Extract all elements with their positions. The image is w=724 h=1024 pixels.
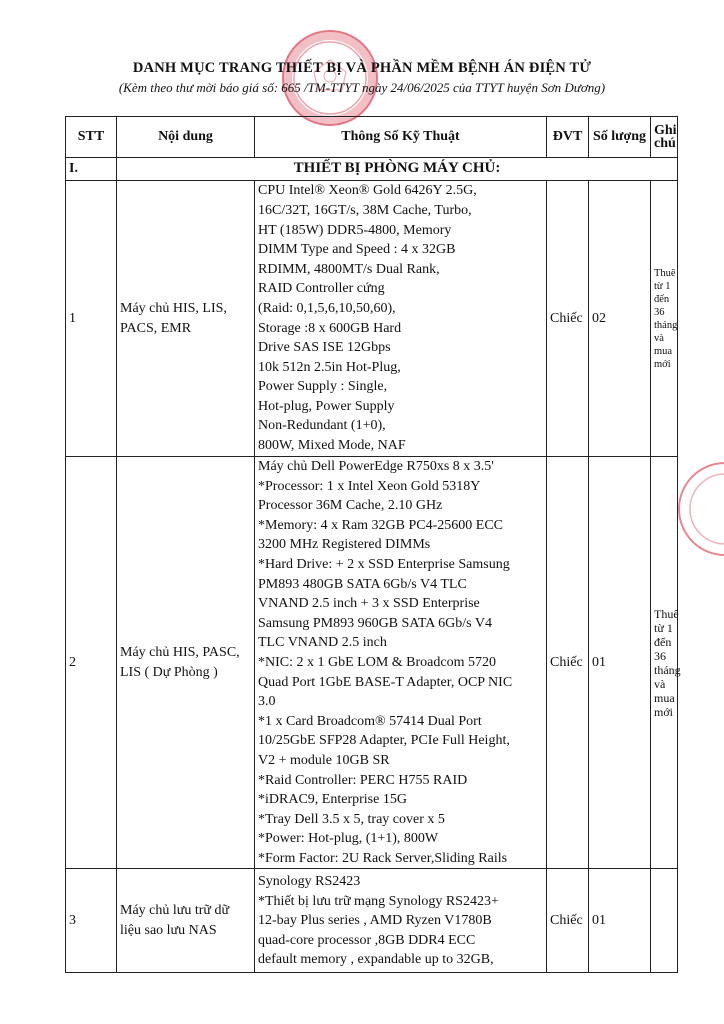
spec-line: CPU Intel® Xeon® Gold 6426Y 2.5G, xyxy=(258,183,477,199)
document-title: DANH MỤC TRANG THIẾT BỊ VÀ PHẦN MỀM BỆNH ÁN ĐIỆN TỬ xyxy=(132,60,592,76)
col-header-note: Ghi chú xyxy=(651,117,678,158)
spec-line: Hot-plug, Power Supply xyxy=(258,398,395,414)
col-header-qty: Số lượng xyxy=(589,117,651,158)
table-row xyxy=(66,869,678,973)
row-note xyxy=(651,869,678,973)
spec-line: *Tray Dell 3.5 x 5, tray cover x 5 xyxy=(258,811,445,827)
section-row xyxy=(66,158,678,181)
spec-line: Processor 36M Cache, 2.10 GHz xyxy=(258,498,443,514)
red-seal-stamp-partial xyxy=(678,462,724,556)
section-title: THIẾT BỊ PHÒNG MÁY CHỦ: xyxy=(117,158,678,181)
spec-line: *Memory: 4 x Ram 32GB PC4-25600 ECC xyxy=(258,517,504,533)
spec-line: RAID Controller cứng xyxy=(258,281,385,297)
spec-line: Power Supply : Single, xyxy=(258,379,388,395)
row-stt: 1 xyxy=(66,181,117,457)
section-number: I. xyxy=(66,158,117,181)
row-unit: Chiếc xyxy=(547,457,589,869)
row-note: Thuê từ 1 đến 36 tháng và mua mới xyxy=(651,457,678,869)
spec-line: Storage :8 x 600GB Hard xyxy=(258,320,402,336)
spec-line: PM893 480GB SATA 6Gb/s V4 TLC xyxy=(258,576,467,592)
spec-line: Non-Redundant (1+0), xyxy=(258,418,386,434)
table-header-row xyxy=(66,117,678,158)
table-row xyxy=(66,181,678,457)
spec-line: *iDRAC9, Enterprise 15G xyxy=(258,792,407,808)
spec-line: *Form Factor: 2U Rack Server,Sliding Rails xyxy=(258,850,508,866)
spec-line: *1 x Card Broadcom® 57414 Dual Port xyxy=(258,713,482,729)
spec-line: Samsung PM893 960GB SATA 6Gb/s V4 xyxy=(258,615,492,631)
spec-line: 10/25GbE SFP28 Adapter, PCIe Full Height, xyxy=(258,733,510,749)
row-spec xyxy=(255,181,547,457)
spec-line: Quad Port 1GbE BASE-T Adapter, OCP NIC xyxy=(258,674,513,690)
spec-line: TLC VNAND 2.5 inch xyxy=(258,635,387,651)
row-unit: Chiếc xyxy=(547,181,589,457)
equipment-table xyxy=(65,116,681,973)
spec-line: *Processor: 1 x Intel Xeon Gold 5318Y xyxy=(258,478,481,494)
spec-line: VNAND 2.5 inch + 3 x SSD Enterprise xyxy=(258,596,480,612)
row-qty: 01 xyxy=(589,457,651,869)
row-name: Máy chủ HIS, PASC, LIS ( Dự Phòng ) xyxy=(117,457,255,869)
spec-line: 10k 512n 2.5in Hot-Plug, xyxy=(258,359,401,375)
col-header-content: Nội dung xyxy=(117,117,255,158)
spec-line: RDIMM, 4800MT/s Dual Rank, xyxy=(258,261,440,277)
spec-line: 16C/32T, 16GT/s, 38M Cache, Turbo, xyxy=(258,202,472,218)
spec-line: *Thiết bị lưu trữ mạng Synology RS2423+ xyxy=(258,893,499,909)
spec-line: default memory , expandable up to 32GB, xyxy=(258,952,494,968)
row-spec xyxy=(255,869,547,973)
row-name: Máy chủ lưu trữ dữ liệu sao lưu NAS xyxy=(117,869,255,973)
spec-line: *NIC: 2 x 1 GbE LOM & Broadcom 5720 xyxy=(258,654,496,670)
row-qty: 02 xyxy=(589,181,651,457)
document-subtitle: (Kèm theo thư mời báo giá số: 665 /TM-TTYT ngày 24/06/2025 của TTYT huyện Sơn Dương) xyxy=(118,80,606,95)
col-header-stt: STT xyxy=(66,117,117,158)
spec-line: DIMM Type and Speed : 4 x 32GB xyxy=(258,242,456,258)
spec-line: HT (185W) DDR5-4800, Memory xyxy=(258,222,452,238)
spec-line: Synology RS2423 xyxy=(258,873,361,889)
row-note: Thuê từ 1 đến 36 tháng và mua mới xyxy=(651,181,678,457)
row-stt: 3 xyxy=(66,869,117,973)
spec-line: *Hard Drive: + 2 x SSD Enterprise Samsung xyxy=(258,556,510,572)
col-header-spec: Thông Số Kỹ Thuật xyxy=(255,117,547,158)
red-seal-stamp xyxy=(282,30,378,126)
spec-line: (Raid: 0,1,5,6,10,50,60), xyxy=(258,300,396,316)
spec-line: 3200 MHz Registered DIMMs xyxy=(258,537,431,553)
spec-line: 800W, Mixed Mode, NAF xyxy=(258,438,406,454)
spec-line: Drive SAS ISE 12Gbps xyxy=(258,340,391,356)
spec-line: V2 + module 10GB SR xyxy=(258,752,390,768)
spec-line: *Raid Controller: PERC H755 RAID xyxy=(258,772,468,788)
spec-line: *Power: Hot-plug, (1+1), 800W xyxy=(258,831,439,847)
row-qty: 01 xyxy=(589,869,651,973)
row-name: Máy chủ HIS, LIS, PACS, EMR xyxy=(117,181,255,457)
table-row xyxy=(66,457,678,869)
spec-line: 12-bay Plus series , AMD Ryzen V1780B xyxy=(258,913,492,929)
row-stt: 2 xyxy=(66,457,117,869)
row-spec xyxy=(255,457,547,869)
col-header-unit: ĐVT xyxy=(547,117,589,158)
spec-line: Máy chủ Dell PowerEdge R750xs 8 x 3.5' xyxy=(258,459,494,474)
spec-line: quad-core processor ,8GB DDR4 ECC xyxy=(258,932,476,948)
row-unit: Chiếc xyxy=(547,869,589,973)
spec-line: 3.0 xyxy=(258,694,276,710)
